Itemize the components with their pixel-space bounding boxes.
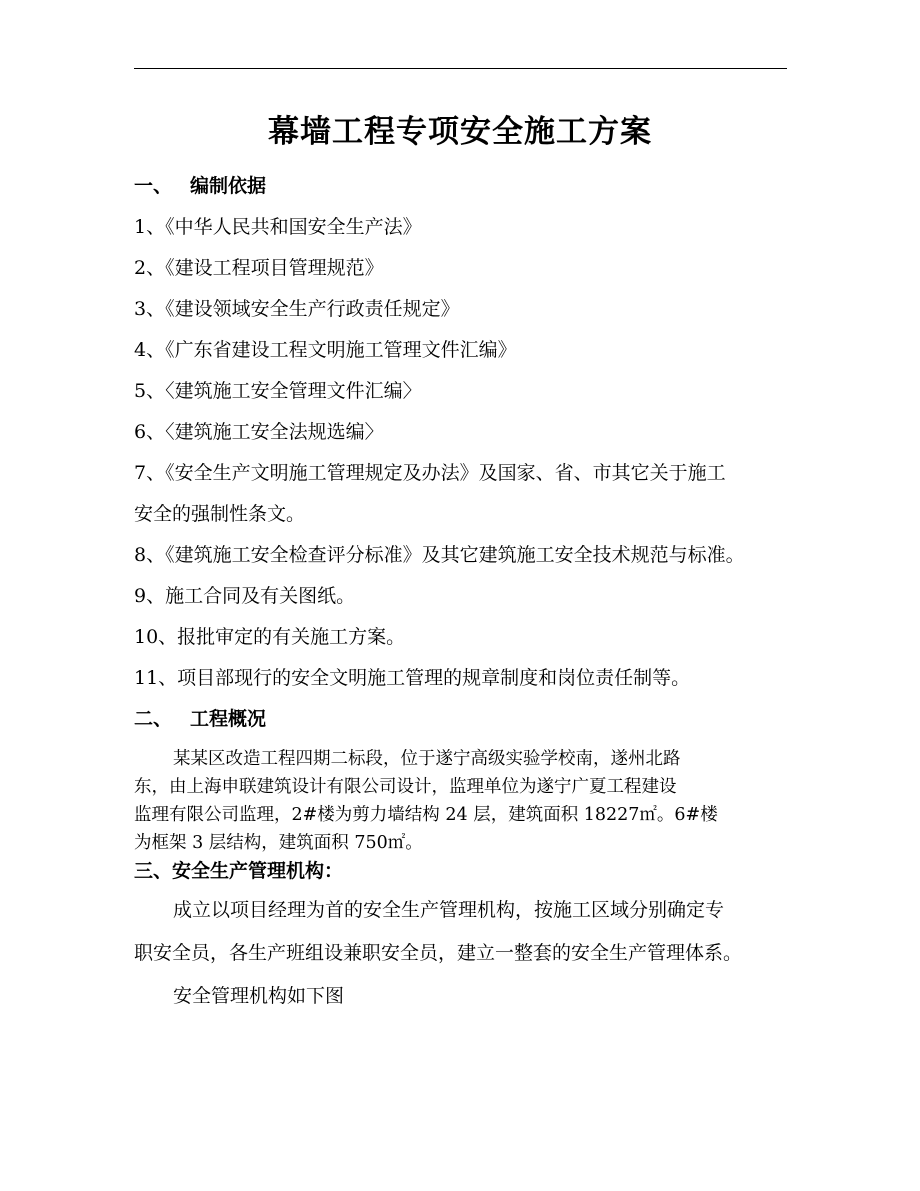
organization-chart-note: 安全管理机构如下图 xyxy=(173,985,345,1007)
organization-line-1: 成立以项目经理为首的安全生产管理机构，按施工区域分别确定专 xyxy=(173,899,725,921)
basis-item-10: 10、报批审定的有关施工方案。 xyxy=(134,626,406,648)
basis-item-1: 1、《中华人民共和国安全生产法》 xyxy=(134,216,422,238)
basis-item-11: 11、项目部现行的安全文明施工管理的规章制度和岗位责任制等。 xyxy=(134,667,691,689)
header-rule xyxy=(134,68,787,69)
overview-line-4: 为框架 3 层结构，建筑面积 750㎡。 xyxy=(134,833,423,853)
basis-item-9: 9、施工合同及有关图纸。 xyxy=(134,585,356,607)
basis-item-5: 5、〈建筑施工安全管理文件汇编〉 xyxy=(134,380,422,402)
section-2-title: 工程概况 xyxy=(190,708,267,730)
project-overview-paragraph xyxy=(134,745,794,857)
section-1-number: 一、 xyxy=(134,175,173,197)
document-title: 幕墙工程专项安全施工方案 xyxy=(268,114,652,150)
section-1-heading xyxy=(134,172,266,200)
section-2-heading xyxy=(134,705,266,733)
overview-line-1: 某某区改造工程四期二标段，位于遂宁高级实验学校南，遂州北路 xyxy=(173,749,681,769)
basis-item-2: 2、《建设工程项目管理规范》 xyxy=(134,257,384,279)
overview-line-2: 东，由上海申联建筑设计有限公司设计，监理单位为遂宁广夏工程建设 xyxy=(134,777,677,797)
overview-line-3: 监理有限公司监理，2#楼为剪力墙结构 24 层，建筑面积 18227㎡。6#楼 xyxy=(134,805,718,825)
basis-item-3: 3、《建设领域安全生产行政责任规定》 xyxy=(134,298,460,320)
organization-line-2: 职安全员，各生产班组设兼职安全员，建立一整套的安全生产管理体系。 xyxy=(134,942,743,964)
section-2-number: 二、 xyxy=(134,708,173,730)
basis-item-6: 6、〈建筑施工安全法规选编〉 xyxy=(134,421,384,443)
section-3-heading: 三、安全生产管理机构： xyxy=(134,860,344,882)
basis-item-7: 7、《安全生产文明施工管理规定及办法》及国家、省、市其它关于施工 xyxy=(134,462,726,484)
basis-item-7-continued: 安全的强制性条文。 xyxy=(134,503,306,525)
basis-item-8: 8、《建筑施工安全检查评分标准》及其它建筑施工安全技术规范与标准。 xyxy=(134,544,745,566)
basis-item-4: 4、《广东省建设工程文明施工管理文件汇编》 xyxy=(134,339,517,361)
section-1-title: 编制依据 xyxy=(190,175,267,197)
